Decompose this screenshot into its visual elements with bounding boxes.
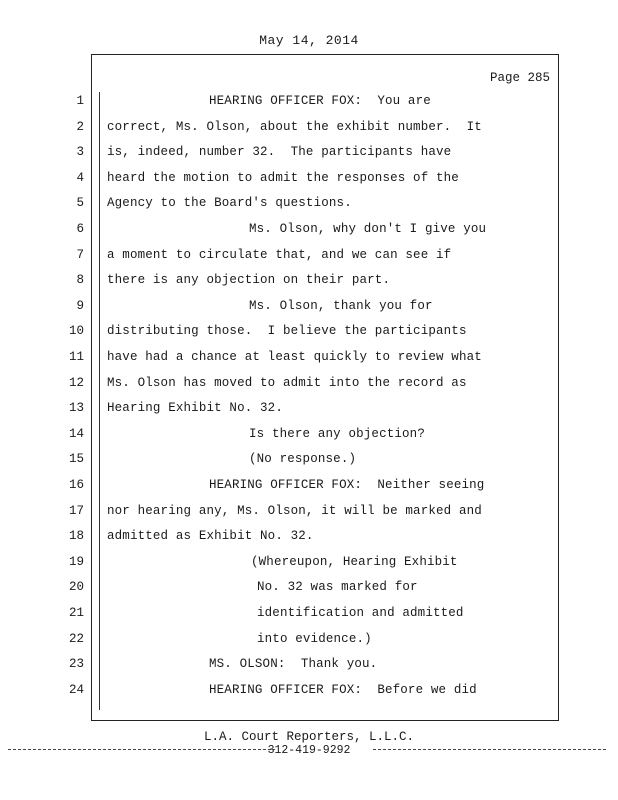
line-number: 5	[76, 196, 84, 210]
transcript-line: Ms. Olson, thank you for	[249, 299, 433, 313]
transcript-line: there is any objection on their part.	[107, 273, 391, 287]
line-number: 8	[76, 273, 84, 287]
line-number: 9	[76, 299, 84, 313]
line-number: 12	[68, 376, 84, 390]
transcript-line: Agency to the Board's questions.	[107, 196, 352, 210]
transcript-line: into evidence.)	[257, 632, 372, 646]
line-number: 11	[68, 350, 84, 364]
page-number: Page 285	[489, 71, 550, 85]
line-number: 14	[68, 427, 84, 441]
line-number: 3	[76, 145, 84, 159]
line-number: 17	[68, 504, 84, 518]
transcript-line: is, indeed, number 32. The participants have	[107, 145, 452, 159]
transcript-line: correct, Ms. Olson, about the exhibit number. It	[107, 120, 482, 134]
transcript-line: HEARING OFFICER FOX: You are	[209, 94, 431, 108]
line-number: 19	[68, 555, 84, 569]
line-number: 4	[76, 171, 84, 185]
line-number: 2	[76, 120, 84, 134]
line-number: 20	[68, 580, 84, 594]
footer-phone: 312-419-9292	[267, 744, 351, 757]
transcript-line: heard the motion to admit the responses of the	[107, 171, 459, 185]
transcript-line: admitted as Exhibit No. 32.	[107, 529, 314, 543]
line-number: 23	[68, 657, 84, 671]
transcript-line: identification and admitted	[257, 606, 464, 620]
footer-company: L.A. Court Reporters, L.L.C.	[203, 730, 415, 744]
line-number: 22	[68, 632, 84, 646]
transcript-line: Is there any objection?	[249, 427, 425, 441]
line-number: 15	[68, 452, 84, 466]
line-number: 13	[68, 401, 84, 415]
transcript-line: have had a chance at least quickly to review what	[107, 350, 482, 364]
line-number: 21	[68, 606, 84, 620]
transcript-line: nor hearing any, Ms. Olson, it will be marked and	[107, 504, 482, 518]
line-number: 6	[76, 222, 84, 236]
transcript-line: (No response.)	[249, 452, 357, 466]
transcript-line: Ms. Olson, why don't I give you	[249, 222, 487, 236]
line-number: 16	[68, 478, 84, 492]
transcript-line: Ms. Olson has moved to admit into the record as	[107, 376, 467, 390]
transcript-line: Hearing Exhibit No. 32.	[107, 401, 283, 415]
header-date: May 14, 2014	[259, 33, 359, 48]
line-number: 24	[68, 683, 84, 697]
transcript-line: No. 32 was marked for	[257, 580, 418, 594]
line-number: 10	[68, 324, 84, 338]
transcript-line: a moment to circulate that, and we can see if	[107, 248, 452, 262]
transcript-line: HEARING OFFICER FOX: Before we did	[209, 683, 477, 697]
line-number: 1	[76, 94, 84, 108]
left-margin-rule	[99, 92, 100, 710]
line-number: 18	[68, 529, 84, 543]
transcript-line: MS. OLSON: Thank you.	[209, 657, 378, 671]
transcript-line: distributing those. I believe the participants	[107, 324, 467, 338]
transcript-line: (Whereupon, Hearing Exhibit	[251, 555, 458, 569]
transcript-line: HEARING OFFICER FOX: Neither seeing	[209, 478, 485, 492]
line-number: 7	[76, 248, 84, 262]
